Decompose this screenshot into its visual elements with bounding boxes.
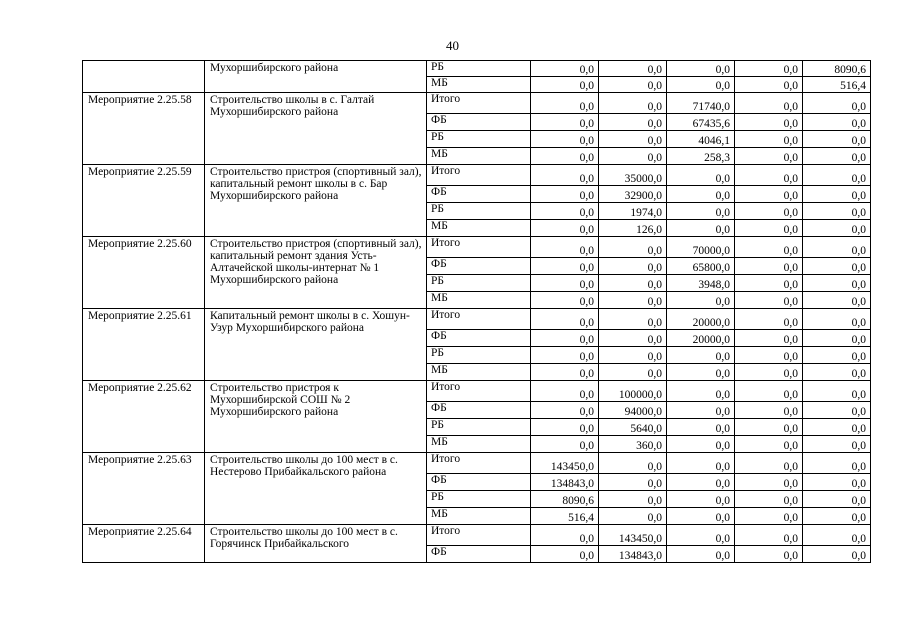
value-cell: 0,0	[735, 131, 803, 148]
table-row	[83, 525, 871, 546]
value-cell: 0,0	[735, 220, 803, 237]
value-cell: 0,0	[803, 131, 871, 148]
value-cell: 0,0	[599, 114, 667, 131]
value-cell: 0,0	[531, 364, 599, 381]
value-cell: 0,0	[735, 381, 803, 402]
table-row	[83, 309, 871, 330]
measure-description-cell: Строительство школы в с. Галтай Мухоршибирского района	[205, 93, 427, 165]
value-cell: 0,0	[599, 364, 667, 381]
value-cell: 0,0	[531, 186, 599, 203]
value-cell: 0,0	[667, 364, 735, 381]
value-cell: 35000,0	[599, 165, 667, 186]
funding-source-cell: Итого	[427, 237, 531, 258]
value-cell: 360,0	[599, 436, 667, 453]
funding-source-cell: ФБ	[427, 402, 531, 419]
measure-description-cell: Капитальный ремонт школы в с. Хошун-Узур Мухоршибирского района	[205, 309, 427, 381]
value-cell: 32900,0	[599, 186, 667, 203]
value-cell: 0,0	[735, 165, 803, 186]
funding-source-cell: МБ	[427, 77, 531, 93]
funding-source-cell: ФБ	[427, 186, 531, 203]
value-cell: 0,0	[735, 364, 803, 381]
table-row	[83, 93, 871, 114]
funding-source-cell: РБ	[427, 131, 531, 148]
value-cell: 8090,6	[531, 491, 599, 508]
value-cell: 0,0	[531, 275, 599, 292]
value-cell: 126,0	[599, 220, 667, 237]
value-cell: 0,0	[667, 453, 735, 474]
value-cell: 0,0	[531, 93, 599, 114]
value-cell: 0,0	[667, 436, 735, 453]
funding-source-cell: МБ	[427, 364, 531, 381]
value-cell: 0,0	[735, 508, 803, 525]
measure-name-cell	[83, 61, 205, 93]
value-cell: 20000,0	[667, 309, 735, 330]
funding-source-cell: ФБ	[427, 330, 531, 347]
funding-source-cell: Итого	[427, 309, 531, 330]
value-cell: 67435,6	[667, 114, 735, 131]
value-cell: 0,0	[667, 186, 735, 203]
funding-source-cell: МБ	[427, 148, 531, 165]
value-cell: 0,0	[667, 381, 735, 402]
value-cell: 0,0	[667, 203, 735, 220]
value-cell: 0,0	[667, 474, 735, 491]
value-cell: 0,0	[735, 474, 803, 491]
value-cell: 0,0	[803, 347, 871, 364]
value-cell: 0,0	[803, 546, 871, 563]
measure-description-cell: Строительство школы до 100 мест в с. Горячинск Прибайкальского	[205, 525, 427, 563]
value-cell: 71740,0	[667, 93, 735, 114]
value-cell: 0,0	[531, 436, 599, 453]
value-cell: 0,0	[531, 220, 599, 237]
value-cell: 0,0	[667, 61, 735, 77]
value-cell: 1974,0	[599, 203, 667, 220]
value-cell: 0,0	[599, 93, 667, 114]
funding-source-cell: ФБ	[427, 258, 531, 275]
table-row	[83, 165, 871, 186]
value-cell: 0,0	[599, 131, 667, 148]
funding-source-cell: МБ	[427, 220, 531, 237]
value-cell: 0,0	[531, 309, 599, 330]
value-cell: 0,0	[803, 292, 871, 309]
value-cell: 0,0	[531, 131, 599, 148]
measure-description-cell: Строительство пристроя к Мухоршибирской СОШ № 2 Мухоршибирского района	[205, 381, 427, 453]
value-cell: 0,0	[735, 330, 803, 347]
value-cell: 0,0	[599, 77, 667, 93]
value-cell: 0,0	[531, 292, 599, 309]
value-cell: 0,0	[735, 347, 803, 364]
value-cell: 0,0	[667, 402, 735, 419]
value-cell: 0,0	[599, 148, 667, 165]
value-cell: 0,0	[667, 491, 735, 508]
measure-description-cell: Строительство школы до 100 мест в с. Нестерово Прибайкальского района	[205, 453, 427, 525]
value-cell: 0,0	[735, 402, 803, 419]
value-cell: 0,0	[803, 186, 871, 203]
value-cell: 0,0	[803, 114, 871, 131]
value-cell: 0,0	[531, 203, 599, 220]
value-cell: 516,4	[531, 508, 599, 525]
value-cell: 0,0	[599, 347, 667, 364]
funding-source-cell: МБ	[427, 508, 531, 525]
value-cell: 0,0	[803, 275, 871, 292]
budget-table	[82, 60, 871, 563]
value-cell: 65800,0	[667, 258, 735, 275]
value-cell: 0,0	[599, 330, 667, 347]
value-cell: 143450,0	[531, 453, 599, 474]
value-cell: 0,0	[735, 114, 803, 131]
value-cell: 0,0	[667, 525, 735, 546]
value-cell: 0,0	[531, 402, 599, 419]
value-cell: 516,4	[803, 77, 871, 93]
value-cell: 0,0	[599, 309, 667, 330]
measure-name-cell: Мероприятие 2.25.63	[83, 453, 205, 525]
measure-description-cell: Строительство пристроя (спортивный зал), капитальный ремонт здания Усть-Алтачейской школы-интернат № 1 Мухоршибирского района	[205, 237, 427, 309]
value-cell: 0,0	[735, 148, 803, 165]
value-cell: 0,0	[531, 148, 599, 165]
value-cell: 0,0	[803, 453, 871, 474]
value-cell: 0,0	[667, 292, 735, 309]
measure-name-cell: Мероприятие 2.25.62	[83, 381, 205, 453]
value-cell: 0,0	[735, 491, 803, 508]
value-cell: 0,0	[531, 237, 599, 258]
value-cell: 0,0	[735, 237, 803, 258]
value-cell: 0,0	[599, 237, 667, 258]
measure-name-cell: Мероприятие 2.25.64	[83, 525, 205, 563]
measure-name-cell: Мероприятие 2.25.60	[83, 237, 205, 309]
value-cell: 0,0	[803, 364, 871, 381]
value-cell: 0,0	[735, 203, 803, 220]
funding-source-cell: ФБ	[427, 114, 531, 131]
value-cell: 0,0	[599, 292, 667, 309]
measure-name-cell: Мероприятие 2.25.59	[83, 165, 205, 237]
funding-source-cell: Итого	[427, 165, 531, 186]
value-cell: 0,0	[599, 453, 667, 474]
value-cell: 0,0	[803, 220, 871, 237]
funding-source-cell: ФБ	[427, 546, 531, 563]
value-cell: 0,0	[735, 61, 803, 77]
funding-source-cell: РБ	[427, 419, 531, 436]
value-cell: 0,0	[531, 258, 599, 275]
measure-name-cell: Мероприятие 2.25.61	[83, 309, 205, 381]
value-cell: 0,0	[735, 258, 803, 275]
page-number: 40	[446, 38, 459, 53]
value-cell: 0,0	[599, 491, 667, 508]
value-cell: 0,0	[735, 292, 803, 309]
value-cell: 0,0	[803, 258, 871, 275]
funding-source-cell: РБ	[427, 491, 531, 508]
value-cell: 0,0	[599, 275, 667, 292]
value-cell: 134843,0	[599, 546, 667, 563]
value-cell: 0,0	[803, 491, 871, 508]
value-cell: 0,0	[803, 93, 871, 114]
value-cell: 0,0	[531, 165, 599, 186]
value-cell: 0,0	[599, 258, 667, 275]
value-cell: 143450,0	[599, 525, 667, 546]
value-cell: 0,0	[667, 77, 735, 93]
measure-description-cell: Строительство пристроя (спортивный зал), капитальный ремонт школы в с. Бар Мухоршибирского района	[205, 165, 427, 237]
value-cell: 0,0	[531, 330, 599, 347]
value-cell: 0,0	[599, 474, 667, 491]
funding-source-cell: РБ	[427, 275, 531, 292]
value-cell: 0,0	[803, 436, 871, 453]
funding-source-cell: РБ	[427, 203, 531, 220]
value-cell: 0,0	[735, 93, 803, 114]
funding-source-cell: Итого	[427, 525, 531, 546]
value-cell: 70000,0	[667, 237, 735, 258]
funding-source-cell: Итого	[427, 453, 531, 474]
value-cell: 0,0	[735, 525, 803, 546]
value-cell: 0,0	[803, 508, 871, 525]
value-cell: 5640,0	[599, 419, 667, 436]
funding-source-cell: МБ	[427, 436, 531, 453]
value-cell: 0,0	[667, 165, 735, 186]
value-cell: 0,0	[667, 220, 735, 237]
value-cell: 0,0	[735, 77, 803, 93]
table-row	[83, 237, 871, 258]
value-cell: 0,0	[531, 419, 599, 436]
value-cell: 0,0	[803, 419, 871, 436]
value-cell: 0,0	[599, 61, 667, 77]
value-cell: 0,0	[803, 330, 871, 347]
value-cell: 100000,0	[599, 381, 667, 402]
value-cell: 0,0	[803, 402, 871, 419]
value-cell: 94000,0	[599, 402, 667, 419]
value-cell: 0,0	[531, 525, 599, 546]
value-cell: 3948,0	[667, 275, 735, 292]
value-cell: 0,0	[667, 546, 735, 563]
table-row	[83, 453, 871, 474]
value-cell: 0,0	[531, 77, 599, 93]
value-cell: 0,0	[599, 508, 667, 525]
funding-source-cell: МБ	[427, 292, 531, 309]
value-cell: 0,0	[735, 453, 803, 474]
table-row	[83, 381, 871, 402]
value-cell: 0,0	[803, 381, 871, 402]
value-cell: 4046,1	[667, 131, 735, 148]
value-cell: 20000,0	[667, 330, 735, 347]
table-row	[83, 61, 871, 77]
value-cell: 258,3	[667, 148, 735, 165]
value-cell: 0,0	[735, 186, 803, 203]
value-cell: 0,0	[803, 525, 871, 546]
value-cell: 0,0	[735, 275, 803, 292]
value-cell: 0,0	[803, 237, 871, 258]
value-cell: 0,0	[667, 347, 735, 364]
value-cell: 0,0	[735, 546, 803, 563]
funding-source-cell: Итого	[427, 93, 531, 114]
value-cell: 0,0	[531, 114, 599, 131]
funding-source-cell: Итого	[427, 381, 531, 402]
value-cell: 134843,0	[531, 474, 599, 491]
value-cell: 0,0	[531, 546, 599, 563]
funding-source-cell: РБ	[427, 347, 531, 364]
funding-source-cell: ФБ	[427, 474, 531, 491]
value-cell: 0,0	[803, 309, 871, 330]
value-cell: 0,0	[531, 381, 599, 402]
measure-name-cell: Мероприятие 2.25.58	[83, 93, 205, 165]
value-cell: 8090,6	[803, 61, 871, 77]
value-cell: 0,0	[803, 203, 871, 220]
value-cell: 0,0	[803, 474, 871, 491]
value-cell: 0,0	[735, 309, 803, 330]
value-cell: 0,0	[531, 347, 599, 364]
funding-source-cell: РБ	[427, 61, 531, 77]
value-cell: 0,0	[735, 419, 803, 436]
value-cell: 0,0	[667, 508, 735, 525]
value-cell: 0,0	[803, 148, 871, 165]
value-cell: 0,0	[531, 61, 599, 77]
measure-description-cell: Мухоршибирского района	[205, 61, 427, 93]
value-cell: 0,0	[735, 436, 803, 453]
value-cell: 0,0	[803, 165, 871, 186]
value-cell: 0,0	[667, 419, 735, 436]
